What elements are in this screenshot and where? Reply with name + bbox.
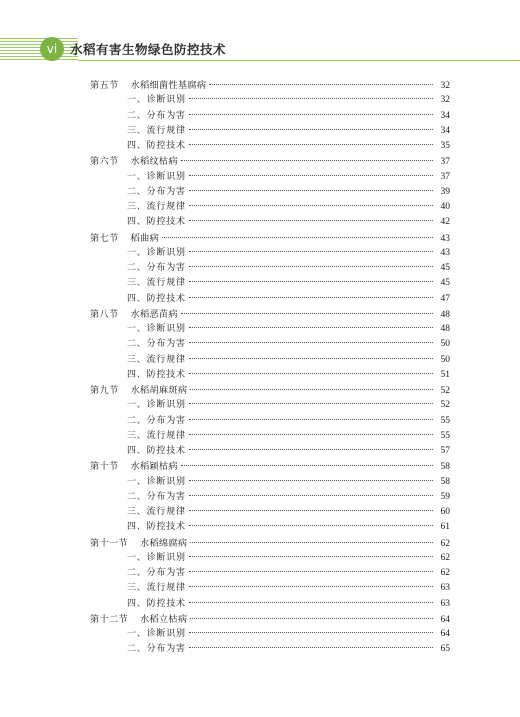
toc-subsection-entry[interactable] xyxy=(90,581,450,596)
toc-subsection-entry[interactable] xyxy=(90,490,450,505)
page-number: 37 xyxy=(440,171,450,182)
page-number: 65 xyxy=(440,644,450,655)
entry-title: 三、流行规律 xyxy=(127,507,186,517)
toc-entry-label xyxy=(90,597,186,612)
toc-section-entry[interactable] xyxy=(90,307,450,322)
page-number: 34 xyxy=(440,125,450,136)
entry-title: 三、流行规律 xyxy=(127,125,186,136)
toc-subsection-entry[interactable] xyxy=(90,475,450,490)
toc-entry-label xyxy=(90,459,178,474)
toc-subsection-entry[interactable] xyxy=(90,566,450,581)
toc-entry-label xyxy=(90,109,186,124)
page-number: 64 xyxy=(440,629,450,639)
toc-entry-label xyxy=(90,231,159,246)
dot-leader xyxy=(189,114,433,115)
dot-leader xyxy=(189,373,433,374)
toc-subsection-entry[interactable] xyxy=(90,505,450,520)
entry-title: 四、防控技术 xyxy=(127,369,186,380)
page-number: 60 xyxy=(440,507,450,517)
page-number: 55 xyxy=(440,415,450,426)
entry-title: 三、流行规律 xyxy=(127,583,186,594)
page-header xyxy=(0,34,520,64)
toc-entry-label xyxy=(90,292,186,307)
entry-title: 四、防控技术 xyxy=(127,293,186,304)
toc-entry-label xyxy=(90,124,186,139)
section-number: 第九节 xyxy=(90,385,119,396)
toc-subsection-entry[interactable] xyxy=(90,597,450,612)
page-number: 62 xyxy=(440,538,450,549)
page-number: 59 xyxy=(440,491,450,502)
page-number: 64 xyxy=(440,614,450,625)
section-number: 第十一节 xyxy=(90,537,128,549)
page-number: 35 xyxy=(440,141,450,151)
entry-title: 一、诊断识别 xyxy=(127,629,186,639)
toc-section-entry[interactable] xyxy=(90,231,450,246)
dot-leader xyxy=(189,571,433,572)
entry-title: 一、诊断识别 xyxy=(127,476,186,487)
dot-leader xyxy=(181,465,433,466)
page-number: 51 xyxy=(440,369,450,380)
toc-section-entry[interactable] xyxy=(90,154,450,169)
section-number: 第五节 xyxy=(90,80,119,91)
dot-leader xyxy=(189,403,433,404)
dot-leader xyxy=(189,480,433,481)
toc-subsection-entry[interactable] xyxy=(90,642,450,657)
toc-subsection-entry[interactable] xyxy=(90,429,450,444)
page-number: 48 xyxy=(440,309,450,320)
dot-leader xyxy=(189,449,433,450)
toc-entry-label xyxy=(90,429,186,444)
toc-entry-label xyxy=(90,505,186,520)
toc-entry-label xyxy=(90,200,186,215)
dot-leader xyxy=(181,313,433,314)
dot-leader xyxy=(190,618,433,619)
dot-leader xyxy=(189,220,433,221)
entry-title: 一、诊断识别 xyxy=(127,400,186,411)
toc-entry-label xyxy=(90,566,186,581)
page-number: 52 xyxy=(440,386,450,396)
toc-entry-label xyxy=(90,627,186,642)
dot-leader xyxy=(189,327,433,328)
page-number: 37 xyxy=(440,157,450,168)
page-number: 42 xyxy=(440,217,450,228)
entry-title: 一、诊断识别 xyxy=(127,247,186,258)
toc-entry-label xyxy=(90,185,186,200)
toc-entry-label xyxy=(90,642,186,657)
toc-section-entry[interactable] xyxy=(90,459,450,474)
toc-subsection-entry[interactable] xyxy=(90,551,450,566)
page-number: 50 xyxy=(440,339,450,350)
page-number: 32 xyxy=(440,95,450,106)
entry-title: 三、流行规律 xyxy=(127,354,186,365)
toc-entry-label xyxy=(90,78,206,93)
entry-title: 二、分布为害 xyxy=(127,491,186,502)
dot-leader xyxy=(189,419,433,420)
entry-title: 四、防控技术 xyxy=(127,522,186,533)
running-title: 水稻有害生物绿色防控技术 xyxy=(70,42,227,57)
toc-entry-label xyxy=(90,322,186,337)
dot-leader xyxy=(162,237,433,238)
dot-leader xyxy=(189,632,433,633)
page-number: 62 xyxy=(440,568,450,578)
dot-leader xyxy=(189,586,433,587)
page-number: 32 xyxy=(440,81,450,91)
dot-leader xyxy=(189,190,433,191)
table-of-contents xyxy=(90,78,450,658)
toc-entry-label xyxy=(90,612,187,627)
toc-entry-label xyxy=(90,536,187,551)
toc-subsection-entry[interactable] xyxy=(90,200,450,215)
dot-leader xyxy=(189,434,433,435)
entry-title: 水稻细菌性基腐病 xyxy=(130,80,207,91)
dot-leader xyxy=(189,495,433,496)
toc-entry-label xyxy=(90,520,186,535)
dot-leader xyxy=(189,281,433,282)
toc-subsection-entry[interactable] xyxy=(90,353,450,368)
entry-title: 四、防控技术 xyxy=(127,598,186,609)
dot-leader xyxy=(190,542,433,543)
entry-title: 四、防控技术 xyxy=(127,217,186,228)
toc-entry-label xyxy=(90,261,186,276)
dot-leader xyxy=(189,266,433,267)
header-stripes-decoration xyxy=(0,38,78,60)
toc-subsection-entry[interactable] xyxy=(90,124,450,139)
entry-title: 水稻恶苗病 xyxy=(130,308,178,320)
toc-entry-label xyxy=(90,475,186,490)
toc-subsection-entry[interactable] xyxy=(90,93,450,108)
dot-leader xyxy=(189,175,433,176)
page-number: 62 xyxy=(440,552,450,563)
dot-leader xyxy=(189,205,433,206)
dot-leader xyxy=(189,98,433,99)
entry-title: 水稻绵腐病 xyxy=(139,537,188,549)
page-number: 58 xyxy=(440,476,450,487)
toc-entry-label xyxy=(90,276,186,291)
page-number: 63 xyxy=(440,583,450,594)
entry-title: 二、分布为害 xyxy=(127,186,186,197)
toc-entry-label xyxy=(90,246,186,261)
dot-leader xyxy=(190,389,433,390)
toc-subsection-entry[interactable] xyxy=(90,322,450,337)
toc-entry-label xyxy=(90,383,187,398)
dot-leader xyxy=(189,342,433,343)
toc-subsection-entry[interactable] xyxy=(90,398,450,413)
entry-title: 三、流行规律 xyxy=(127,278,186,289)
toc-entry-label xyxy=(90,337,186,352)
page-number-badge: vi xyxy=(40,37,64,61)
page-number: 55 xyxy=(440,430,450,441)
toc-subsection-entry[interactable] xyxy=(90,276,450,291)
toc-entry-label xyxy=(90,139,186,154)
page-number: 61 xyxy=(440,522,450,533)
page-number: 63 xyxy=(440,598,450,609)
dot-leader xyxy=(189,510,433,511)
toc-subsection-entry[interactable] xyxy=(90,215,450,230)
header-rule xyxy=(78,60,520,61)
toc-subsection-entry[interactable] xyxy=(90,444,450,459)
entry-title: 四、防控技术 xyxy=(127,446,186,456)
toc-entry-label xyxy=(90,93,186,108)
entry-title: 二、分布为害 xyxy=(127,568,186,578)
section-number: 第八节 xyxy=(90,308,119,320)
section-number: 第六节 xyxy=(90,156,119,168)
toc-entry-label xyxy=(90,215,186,230)
toc-entry-label xyxy=(90,414,186,429)
toc-subsection-entry[interactable] xyxy=(90,292,450,307)
section-number: 第十节 xyxy=(90,461,119,473)
toc-subsection-entry[interactable] xyxy=(90,520,450,535)
page-number: 48 xyxy=(440,324,450,334)
entry-title: 二、分布为害 xyxy=(127,339,186,350)
page-number: 52 xyxy=(440,400,450,411)
toc-section-entry[interactable] xyxy=(90,383,450,398)
page-number: 50 xyxy=(440,354,450,365)
section-number: 第十二节 xyxy=(90,613,128,625)
page-number: 43 xyxy=(440,233,450,244)
dot-leader xyxy=(189,525,433,526)
toc-subsection-entry[interactable] xyxy=(90,261,450,276)
entry-title: 一、诊断识别 xyxy=(127,552,186,563)
page-number: 34 xyxy=(440,110,450,121)
toc-entry-label xyxy=(90,551,186,566)
section-number: 第七节 xyxy=(90,232,119,244)
page-number: 39 xyxy=(440,186,450,197)
page-number: 57 xyxy=(440,446,450,456)
page-number: 43 xyxy=(440,247,450,258)
page-number: 45 xyxy=(440,263,450,273)
toc-subsection-entry[interactable] xyxy=(90,109,450,124)
dot-leader xyxy=(189,602,433,603)
toc-entry-label xyxy=(90,490,186,505)
toc-section-entry[interactable] xyxy=(90,78,450,93)
toc-subsection-entry[interactable] xyxy=(90,337,450,352)
page-number: 40 xyxy=(440,202,450,212)
dot-leader xyxy=(189,144,433,145)
page-number: 58 xyxy=(440,462,450,473)
entry-title: 水稻立枯病 xyxy=(139,613,188,625)
toc-subsection-entry[interactable] xyxy=(90,139,450,154)
dot-leader xyxy=(189,647,433,648)
entry-title: 二、分布为害 xyxy=(127,110,186,121)
entry-title: 三、流行规律 xyxy=(127,430,186,441)
toc-section-entry[interactable] xyxy=(90,612,450,627)
dot-leader xyxy=(189,358,433,359)
toc-entry-label xyxy=(90,154,178,169)
page-number: 45 xyxy=(440,278,450,289)
entry-title: 四、防控技术 xyxy=(127,141,186,151)
dot-leader xyxy=(209,84,433,85)
toc-entry-label xyxy=(90,368,186,383)
entry-title: 水稻颖枯病 xyxy=(130,461,178,473)
dot-leader xyxy=(189,556,433,557)
toc-subsection-entry[interactable] xyxy=(90,368,450,383)
toc-entry-label xyxy=(90,581,186,596)
toc-subsection-entry[interactable] xyxy=(90,627,450,642)
toc-subsection-entry[interactable] xyxy=(90,185,450,200)
entry-title: 一、诊断识别 xyxy=(127,171,186,182)
toc-entry-label xyxy=(90,170,186,185)
toc-entry-label xyxy=(90,353,186,368)
entry-title: 二、分布为害 xyxy=(127,415,186,426)
toc-entry-label xyxy=(90,307,178,322)
entry-title: 一、诊断识别 xyxy=(127,324,186,334)
page-number: 47 xyxy=(440,293,450,304)
entry-title: 二、分布为害 xyxy=(127,263,186,273)
toc-subsection-entry[interactable] xyxy=(90,170,450,185)
entry-title: 三、流行规律 xyxy=(127,202,186,212)
toc-section-entry[interactable] xyxy=(90,536,450,551)
dot-leader xyxy=(189,251,433,252)
entry-title: 二、分布为害 xyxy=(127,644,186,655)
entry-title: 水稻纹枯病 xyxy=(130,156,178,168)
toc-entry-label xyxy=(90,398,186,413)
dot-leader xyxy=(189,129,433,130)
toc-subsection-entry[interactable] xyxy=(90,414,450,429)
toc-entry-label xyxy=(90,444,186,459)
entry-title: 稻曲病 xyxy=(130,232,159,244)
entry-title: 一、诊断识别 xyxy=(127,95,186,106)
dot-leader xyxy=(181,160,433,161)
dot-leader xyxy=(189,297,433,298)
entry-title: 水稻胡麻斑病 xyxy=(130,385,188,396)
toc-subsection-entry[interactable] xyxy=(90,246,450,261)
